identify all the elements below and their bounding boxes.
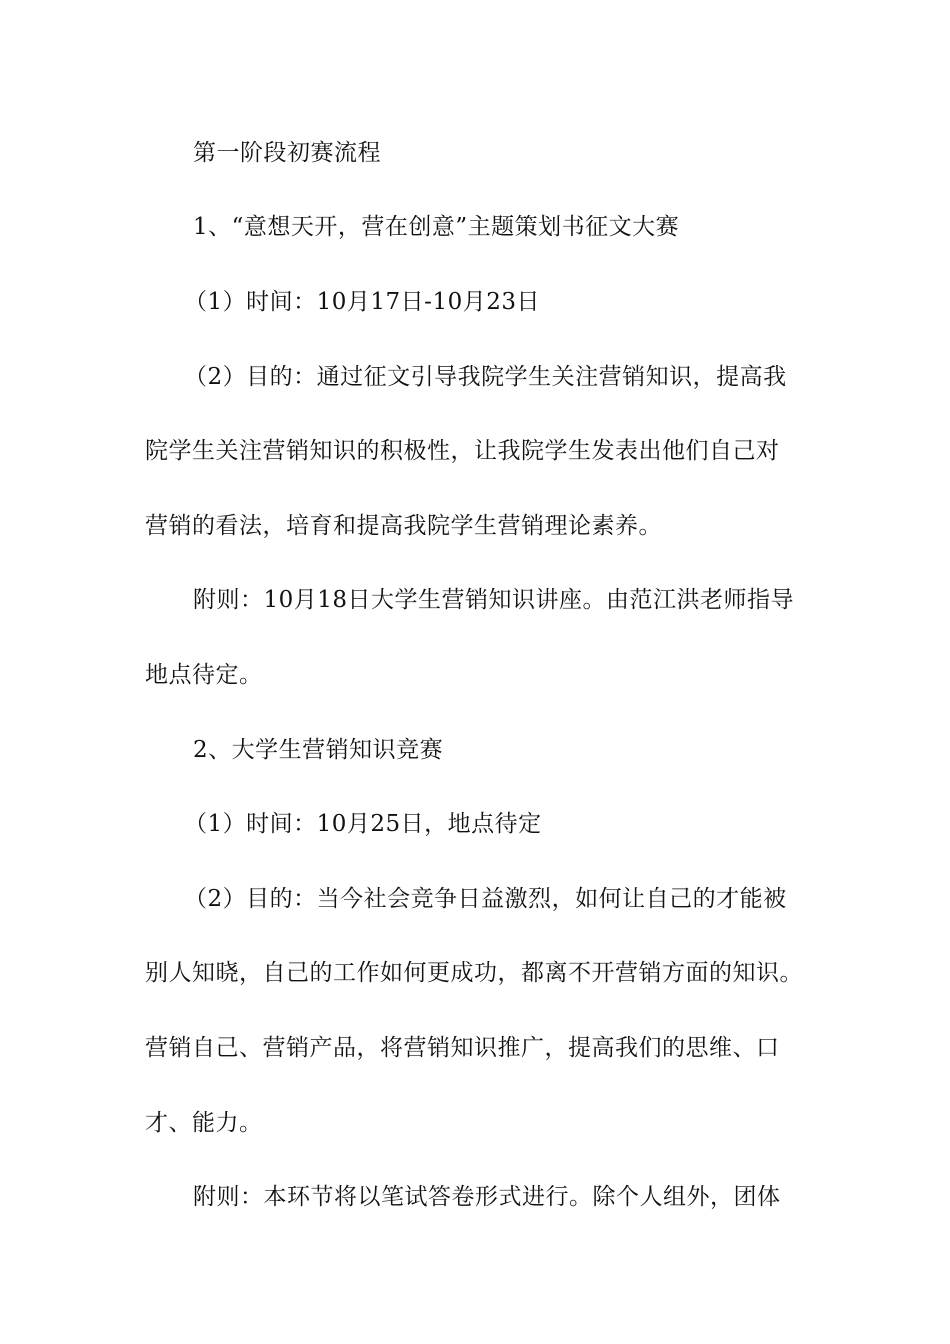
item-2-purpose-line-2: 别人知晓，自己的工作如何更成功，都离不开营销方面的知识。 [145,960,803,986]
item-2-heading: 2、大学生营销知识竞赛 [193,737,444,763]
item-2-purpose-line-4: 才、能力。 [145,1110,263,1136]
item-2-appendix-line-1: 附则：本环节将以笔试答卷形式进行。除个人组外，团体 [193,1184,781,1210]
item-1-purpose-line-1: （2）目的：通过征文引导我院学生关注营销知识，提高我 [184,364,787,390]
item-1-time: （1）时间：10月17日-10月23日 [184,289,540,315]
item-1-purpose-line-3: 营销的看法，培育和提高我院学生营销理论素养。 [145,513,662,539]
item-2-purpose-line-3: 营销自己、营销产品，将营销知识推广，提高我们的思维、口 [145,1035,780,1061]
item-1-heading: 1、“意想天开，营在创意”主题策划书征文大赛 [193,214,680,240]
stage-heading: 第一阶段初赛流程 [193,140,381,166]
item-2-time: （1）时间：10月25日，地点待定 [184,811,542,837]
item-1-appendix-line-2: 地点待定。 [145,662,263,688]
item-2-purpose-line-1: （2）目的：当今社会竞争日益激烈，如何让自己的才能被 [184,886,787,912]
item-1-purpose-line-2: 院学生关注营销知识的积极性，让我院学生发表出他们自己对 [145,438,780,464]
item-1-appendix-line-1: 附则：10月18日大学生营销知识讲座。由范江洪老师指导 [193,587,795,613]
